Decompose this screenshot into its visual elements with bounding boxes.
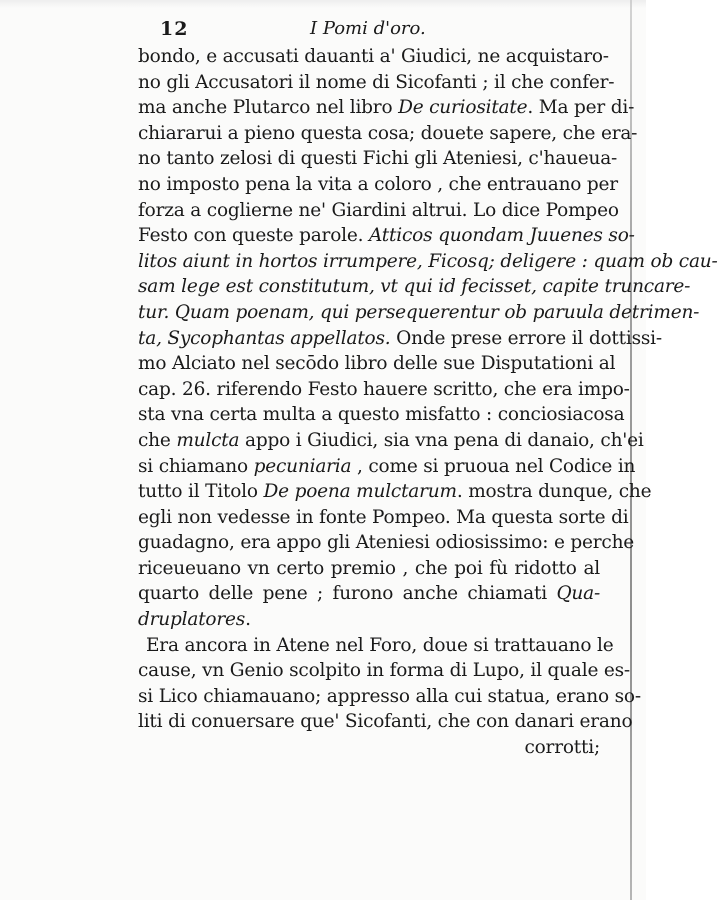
italic-text: ta, Sycophantas appellatos. <box>138 327 391 349</box>
text-line <box>138 44 609 70</box>
roman-text: corrotti; <box>524 737 600 759</box>
text-line <box>138 709 633 735</box>
roman-text: cap. 26. riferendo Festo hauere scritto, che era impo- <box>138 378 630 400</box>
text-line <box>138 223 635 249</box>
roman-text: liti di conuersare que' Sicofanti, che con danari erano <box>138 711 633 733</box>
text-line <box>138 454 636 480</box>
running-title: I Pomi d'oro. <box>310 18 426 39</box>
roman-text: no gli Accusatori il nome di Sicofanti ; il che confer- <box>138 71 615 93</box>
text-line <box>138 428 644 454</box>
page-top-shadow <box>0 0 646 8</box>
italic-text: pecuniaria <box>253 455 352 477</box>
text-line <box>138 658 630 684</box>
text-line <box>138 300 700 326</box>
italic-text: druplatores <box>138 609 246 631</box>
text-line <box>138 556 600 582</box>
text-line <box>138 172 618 198</box>
roman-text: . Ma per di- <box>527 97 635 119</box>
roman-text: appo i Giudici, sia vna pena di danaio, ch'ei <box>239 429 644 451</box>
italic-text: sam lege est constitutum, vt qui id fecisset, capite truncare- <box>138 276 691 298</box>
text-line <box>138 530 635 556</box>
roman-text: . mostra dunque, che <box>456 481 652 503</box>
roman-text: che <box>138 429 177 451</box>
text-line <box>138 274 691 300</box>
roman-text: Festo con queste parole. <box>138 225 369 247</box>
roman-text: chiararui a pieno questa cosa; douete sapere, che era- <box>138 122 638 144</box>
roman-text: bondo, e accusati dauanti a' Giudici, ne acquistaro- <box>138 46 609 67</box>
text-line <box>138 146 618 172</box>
italic-text: Atticos quondam Juuenes so- <box>368 225 635 247</box>
roman-text: Era ancora in Atene nel Foro, doue si trattauano le <box>146 634 614 656</box>
page-header <box>160 18 480 46</box>
text-line <box>138 95 635 121</box>
text-line <box>138 479 652 505</box>
roman-text: no tanto zelosi di questi Fichi gli Ateniesi, c'haueua- <box>138 148 618 170</box>
text-line <box>138 607 600 633</box>
text-line <box>138 351 616 377</box>
text-line <box>138 633 614 659</box>
roman-text: no imposto pena la vita a coloro , che entrauano per <box>138 173 618 195</box>
text-line <box>138 326 662 352</box>
page-number: 12 <box>160 18 189 40</box>
roman-text: tutto il Titolo <box>138 481 264 503</box>
italic-text: mulcta <box>176 429 240 451</box>
body-text <box>138 44 718 761</box>
roman-text: sta vna certa multa a questo misfatto : conciosiacosa <box>138 404 625 426</box>
roman-text: Onde prese errore il dottissi- <box>390 327 662 349</box>
text-line <box>138 581 600 607</box>
italic-text: Qua- <box>556 583 600 605</box>
text-line <box>138 735 600 761</box>
italic-text: litos aiunt in hortos irrumpere, Ficosq; deligere : quam ob cau- <box>138 250 718 272</box>
text-line <box>138 70 615 96</box>
italic-text: De poena mulctarum <box>263 481 457 503</box>
italic-text: tur. Quam poenam, qui persequerentur ob paruula detrimen- <box>138 301 700 323</box>
text-line <box>138 505 629 531</box>
roman-text: quarto delle pene ; furono anche chiamati <box>138 583 557 605</box>
text-line <box>138 249 718 275</box>
roman-text: riceueuano vn certo premio , che poi fù ridotto al <box>138 557 600 579</box>
text-line <box>138 121 638 147</box>
roman-text: mo Alciato nel secōdo libro delle sue Disputationi al <box>138 353 616 375</box>
text-line <box>138 684 641 710</box>
roman-text: forza a coglierne ne' Giardini altrui. Lo dice Pompeo <box>138 199 619 221</box>
italic-text: De curiositate <box>398 97 528 119</box>
roman-text: si chiamano <box>138 455 254 477</box>
roman-text: ma anche Plutarco nel libro <box>138 97 399 119</box>
text-line <box>138 377 630 403</box>
text-line <box>138 402 625 428</box>
roman-text: si Lico chiamauano; appresso alla cui statua, erano so- <box>138 685 641 707</box>
roman-text: , come si pruoua nel Codice in <box>351 455 636 477</box>
text-line <box>138 198 619 224</box>
roman-text: guadagno, era appo gli Ateniesi odiosissimo: e perche <box>138 532 635 554</box>
roman-text: egli non vedesse in fonte Pompeo. Ma questa sorte di <box>138 506 629 528</box>
roman-text: . <box>245 609 251 631</box>
roman-text: cause, vn Genio scolpito in forma di Lupo, il quale es- <box>138 660 630 682</box>
